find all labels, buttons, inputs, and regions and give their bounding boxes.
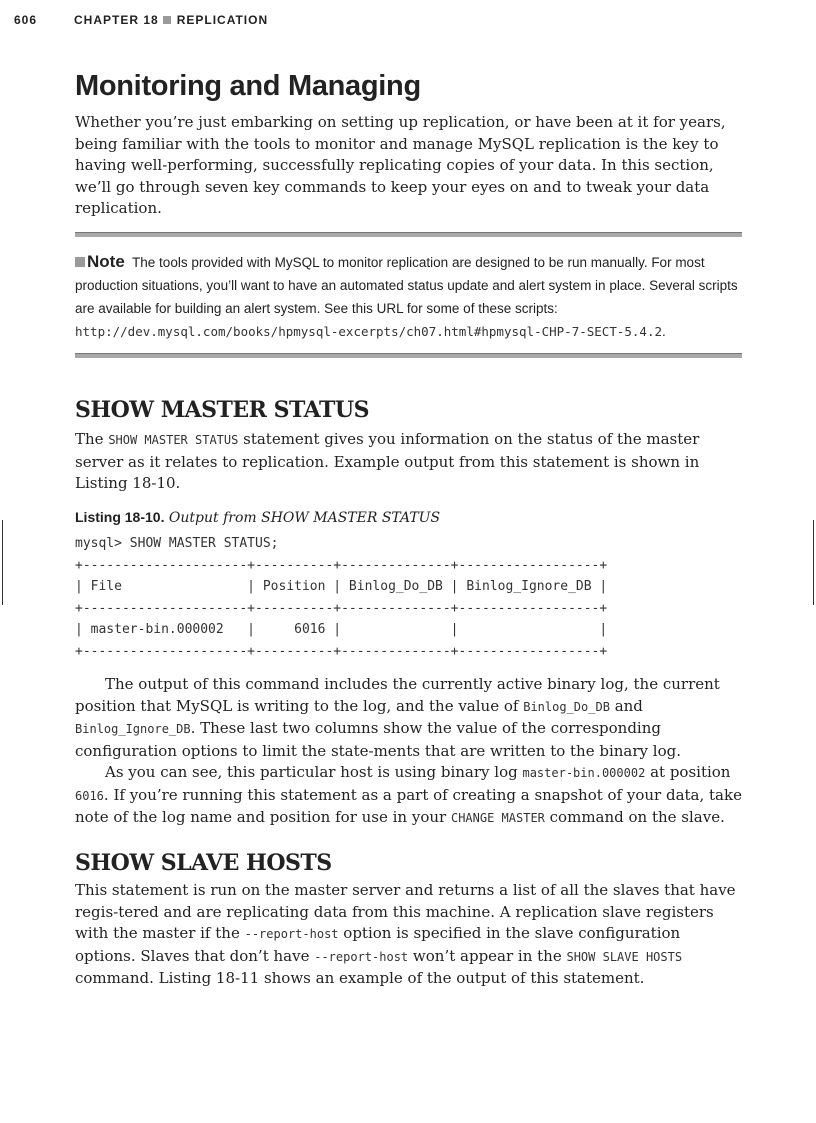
inline-code: --report-host [244,927,339,941]
page-number: 606 [14,13,38,27]
text-run: This statement is run on the master server and returns a list of all the slaves that have regis-tered and are replicating data from this machine. A replication slave registers with the master if the [75,881,736,942]
intro-paragraph: Whether you’re just embarking on setting up replication, or have been at it for years, being familiar with the tools to monitor and manage MySQL replication is the key to having well-performing, successfully replicating copies of your data. In this section, we’ll go through seven key commands to keep your eyes on and to tweak your data replication. [75,113,726,217]
note-square-icon [75,257,85,267]
listing-line: +---------------------+----------+--------------+------------------+ [75,557,608,573]
text-run: won’t appear in the [408,946,567,965]
note-url[interactable]: http://dev.mysql.com/books/hpmysql-excerpts/ch07.html#hpmysql-CHP-7-SECT-5.4.2 [75,324,662,339]
listing-label: Listing 18-10. [75,508,165,525]
listing-line: | master-bin.000002 | 6016 | | | [75,622,608,637]
chapter-label: CHAPTER 18 [74,13,159,27]
show-master-section [75,397,743,526]
note-label: Note [87,252,125,271]
note-box [75,250,742,343]
show-master-heading: SHOW MASTER STATUS [75,397,369,423]
listing-line: +---------------------+----------+--------------+------------------+ [75,600,608,616]
show-slave-paragraph [75,880,743,990]
text-run: statement gives you information on the status of the master server as it relates to replication. Example output from this statement is shown in Listing 18-10. [75,430,700,492]
inline-code: CHANGE MASTER [450,811,545,825]
note-end: . [662,324,666,339]
inline-code: Binlog_Ignore_DB [75,722,191,736]
text-run: The output of this command includes the currently active binary log, the current position that MySQL is writing to the log, and the value of [75,675,720,715]
show-slave-section [75,850,743,990]
header-square-icon [163,16,171,24]
crop-mark-right [813,520,814,605]
text-run: option is specified in the slave configuration options. Slaves that don’t have [75,924,681,965]
section-title: Monitoring and Managing [75,70,421,102]
note-text: The tools provided with MySQL to monitor replication are designed to be run manually. For most production situations, you’ll want to have an automated status update and alert system in place. Several scripts are available for building an alert system. See this URL for some of these scripts: [75,255,738,316]
text-run: command. Listing 18-11 shows an example of the output of this statement. [75,969,645,987]
listing-line: +---------------------+----------+--------------+------------------+ [75,643,608,659]
listing-caption [75,509,743,526]
listing-caption-text: Output from SHOW MASTER STATUS [168,509,441,526]
intro-block [75,112,743,220]
text-run: and [609,696,643,715]
text-run: . These last two columns show the value of the corresponding configuration options to limit the state-ments that are written to the binary log. [75,719,681,760]
text-run: . If you’re running this statement as a part of creating a snapshot of your data, take note of the log name and position for use in your [75,785,742,826]
inline-code: SHOW MASTER STATUS [108,433,239,447]
crop-mark-left [2,520,3,605]
text-run: As you can see, this particular host is using binary log [105,763,523,781]
note-top-rule [75,232,742,237]
inline-code: SHOW SLAVE HOSTS [566,949,683,964]
show-master-paragraph-3 [75,762,743,830]
note-bottom-rule [75,353,742,358]
code-listing [75,533,607,662]
text-run: command on the slave. [544,808,725,826]
inline-code: 6016 [75,788,104,803]
chapter-title: REPLICATION [176,13,269,27]
running-header [14,13,268,27]
show-master-paragraph-1 [75,429,743,495]
text-run: at position [645,763,731,781]
show-master-paragraph-2 [75,674,743,762]
show-slave-heading: SHOW SLAVE HOSTS [75,850,332,876]
show-master-explanation [75,674,743,830]
inline-code: master-bin.000002 [522,766,646,780]
listing-line: mysql> SHOW MASTER STATUS; [75,536,279,551]
inline-code: --report-host [314,949,409,964]
inline-code: Binlog_Do_DB [523,699,610,714]
listing-line: | File | Position | Binlog_Do_DB | Binlog_Ignore_DB | [75,579,608,594]
text-run: The [75,430,109,448]
